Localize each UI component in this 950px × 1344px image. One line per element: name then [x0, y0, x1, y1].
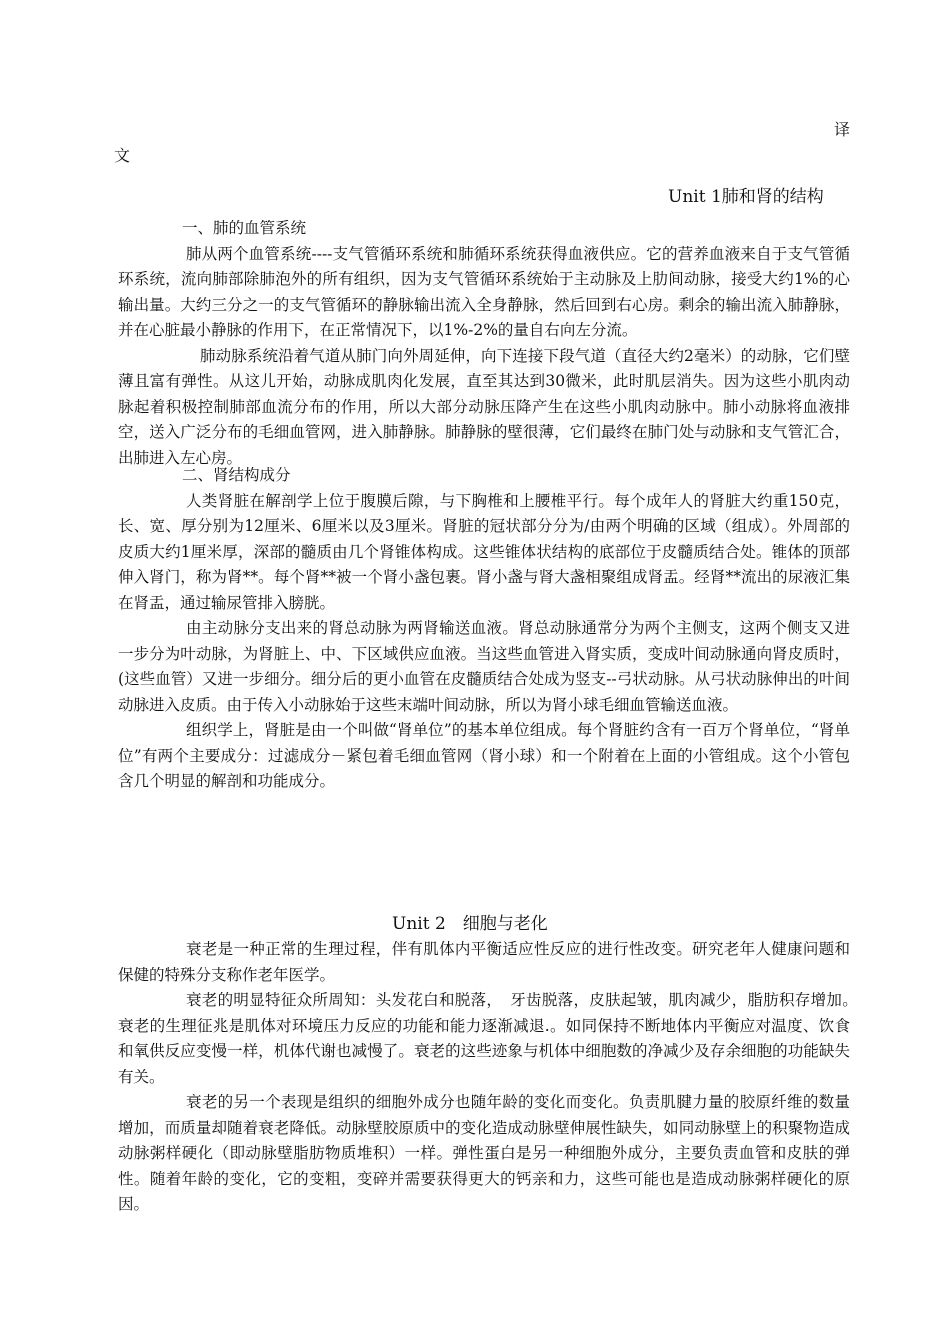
unit1-section1 — [118, 216, 850, 471]
unit1-s2-paragraph: 由主动脉分支出来的肾总动脉为两肾输送血液。肾总动脉通常分为两个主侧支，这两个侧支又进一步分为叶动脉，为肾脏上、中、下区域供应血液。当这些血管进入肾实质，变成叶间动脉通向肾皮质时，(这些血管）又进一步细分。细分后的更小血管在皮髓质结合处成为竖支--弓状动脉。从弓状动脉伸出的叶间动脉进入皮质。由于传入小动脉始于这些末端叶间动脉，所以为肾小球毛细血管输送血液。 — [118, 619, 850, 714]
unit2-paragraph: 衰老的明显特征众所周知：头发花白和脱落， 牙齿脱落，皮肤起皱，肌肉减少，脂肪积存增加。 衰老的生理征兆是肌体对环境压力反应的功能和能力逐渐减退.。如同保持不断地体内平衡应对温度、饮食和氧供反应变慢一样，机体代谢也减慢了。衰老的这些迹象与机体中细胞数的净减少及存余细胞的功能缺失有关。 — [118, 991, 866, 1086]
section2-heading: 二、肾结构成分 — [182, 466, 291, 484]
unit2-title: Unit 2 细胞与老化 — [392, 914, 548, 934]
header-char-yi: 译 — [834, 120, 851, 139]
unit2-paragraph: 衰老的另一个表现是组织的细胞外成分也随年龄的变化而变化。负责肌腱力量的胶原纤维的数量增加，而质量却随着衰老降低。动脉壁胶原质中的变化造成动脉壁伸展性缺失，如同动脉壁上的积聚物造成动脉粥样硬化（即动脉壁脂肪物质堆积）一样。弹性蛋白是另一种细胞外成分，主要负责血管和皮肤的弹性。随着年龄的变化，它的变粗，变碎并需要获得更大的钙亲和力，这些可能也是造成动脉粥样硬化的原因。 — [118, 1093, 850, 1213]
unit1-s2-paragraph: 组织学上，肾脏是由一个叫做“肾单位”的基本单位组成。每个肾脏约含有一百万个肾单位，“肾单位”有两个主要成分：过滤成分－紧包着毛细血管网（肾小球）和一个附着在上面的小管组成。这个小管包含几个明显的解剖和功能成分。 — [118, 721, 850, 790]
unit2-body — [118, 937, 866, 1218]
unit2-paragraph: 衰老是一种正常的生理过程，伴有肌体内平衡适应性反应的进行性改变。研究老年人健康问题和保健的特殊分支称作老年医学。 — [118, 940, 850, 984]
unit1-s1-paragraph: 肺从两个血管系统----支气管循环系统和肺循环系统获得血液供应。它的营养血液来自于支气管循环系统，流向肺部除肺泡外的所有组织，因为支气管循环系统始于主动脉及上肋间动脉，接受大约1%的心输出量。大约三分之一的支气管循环的静脉输出流入全身静脉，然后回到右心房。剩余的输出流入肺静脉，并在心脏最小静脉的作用下，在正常情况下，以1%-2%的量自右向左分流。 — [118, 244, 850, 339]
unit1-s1-paragraph: 肺动脉系统沿着气道从肺门向外周延伸，向下连接下段气道（直径大约2毫米）的动脉，它们壁薄且富有弹性。从这儿开始，动脉成肌肉化发展，直至其达到30微米，此时肌层消失。因为这些小肌肉动脉起着积极控制肺部血流分布的作用，所以大部分动脉压降产生在这些小肌肉动脉中。肺小动脉将血液排空，送入广泛分布的毛细血管网，进入肺静脉。肺静脉的壁很薄，它们最终在肺门处与动脉和支气管汇合，出肺进入左心房。 — [118, 346, 850, 467]
unit1-title: Unit 1肺和肾的结构 — [668, 187, 824, 207]
header-char-wen: 文 — [114, 146, 131, 165]
unit1-section2 — [118, 463, 850, 795]
unit1-s2-paragraph: 人类肾脏在解剖学上位于腹膜后隙，与下胸椎和上腰椎平行。每个成年人的肾脏大约重150克，长、宽、厚分别为12厘米、6厘米以及3厘米。肾脏的冠状部分分为/由两个明确的区域（组成）。外周部的皮质大约1厘米厚，深部的髓质由几个肾锥体构成。这些锥体状结构的底部位于皮髓质结合处。锥体的顶部伸入肾门，称为肾**。每个肾**被一个肾小盏包裹。肾小盏与肾大盏相聚组成肾盂。经肾**流出的尿液汇集在肾盂，通过输尿管排入膀胱。 — [118, 491, 850, 612]
section1-heading: 一、肺的血管系统 — [182, 219, 307, 237]
